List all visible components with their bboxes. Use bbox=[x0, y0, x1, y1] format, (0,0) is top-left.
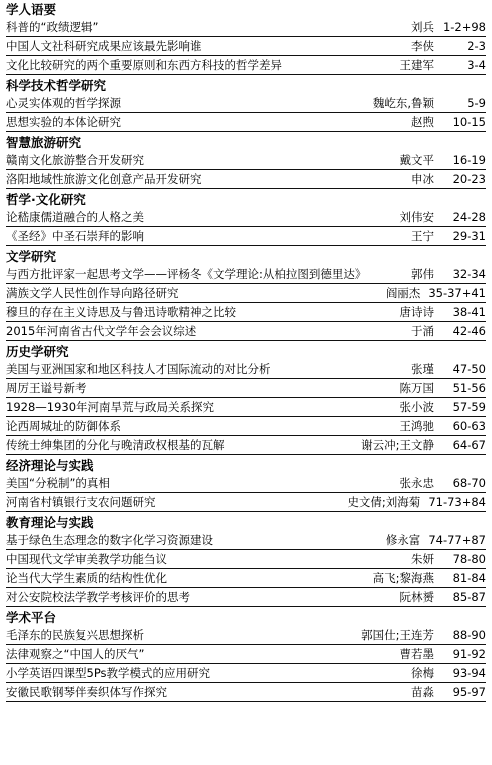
toc-section bbox=[6, 192, 486, 246]
page-range: 1-2+98 bbox=[442, 20, 486, 34]
article-author: 张瑾 bbox=[411, 362, 434, 376]
article-author: 魏屹东,鲁颖 bbox=[372, 96, 434, 110]
article-title[interactable]: 对公安院校法学教学考核评价的思考 bbox=[6, 590, 190, 604]
toc-entry[interactable] bbox=[6, 37, 486, 56]
article-author: 郭伟 bbox=[411, 267, 434, 281]
page-range: 5-9 bbox=[467, 96, 486, 110]
article-author: 唐诗诗 bbox=[399, 305, 434, 319]
section-title: 科学技术哲学研究 bbox=[6, 78, 107, 93]
page-range: 3-4 bbox=[467, 58, 486, 72]
section-title: 经济理论与实践 bbox=[6, 458, 94, 473]
article-title[interactable]: 法律观察之“中国人的厌气” bbox=[6, 647, 145, 661]
article-author: 王鸿驰 bbox=[399, 419, 434, 433]
toc-section bbox=[6, 249, 486, 341]
article-author: 戴文平 bbox=[399, 153, 434, 167]
page-range: 20-23 bbox=[452, 172, 486, 186]
section-title: 学术平台 bbox=[6, 610, 57, 625]
article-author: 朱妍 bbox=[411, 552, 434, 566]
article-author: 徐梅 bbox=[411, 666, 434, 680]
toc-section bbox=[6, 610, 486, 702]
page-range: 16-19 bbox=[452, 153, 486, 167]
article-title[interactable]: 洛阳地域性旅游文化创意产品开发研究 bbox=[6, 172, 202, 186]
toc-entry[interactable] bbox=[6, 493, 486, 512]
page-range: 88-90 bbox=[452, 628, 486, 642]
article-author: 于涌 bbox=[411, 324, 434, 338]
toc-entry[interactable] bbox=[6, 417, 486, 436]
toc-entry[interactable] bbox=[6, 436, 486, 455]
article-title[interactable]: 基于绿色生态理念的数字化学习资源建设 bbox=[6, 533, 213, 547]
page-range: 2-3 bbox=[467, 39, 486, 53]
page-range: 95-97 bbox=[452, 685, 486, 699]
article-author: 阎丽杰 bbox=[385, 286, 421, 300]
toc-entry[interactable] bbox=[6, 626, 486, 645]
toc-entry[interactable] bbox=[6, 588, 486, 607]
article-title[interactable]: 论嵇康儒道融合的人格之美 bbox=[6, 210, 144, 224]
toc-entry[interactable] bbox=[6, 664, 486, 683]
article-author: 李侠 bbox=[411, 39, 434, 53]
article-title[interactable]: 安徽民歌钢琴伴奏织体写作探究 bbox=[6, 685, 167, 699]
article-title[interactable]: 论当代大学生素质的结构性优化 bbox=[6, 571, 167, 585]
page-range: 93-94 bbox=[452, 666, 486, 680]
article-title[interactable]: 《圣经》中圣石崇拜的影响 bbox=[6, 229, 144, 243]
toc-entry[interactable] bbox=[6, 170, 486, 189]
page-range: 51-56 bbox=[452, 381, 486, 395]
page-range: 10-15 bbox=[452, 115, 486, 129]
toc-entry[interactable] bbox=[6, 113, 486, 132]
toc-section bbox=[6, 135, 486, 189]
article-title[interactable]: 与西方批评家一起思考文学——评杨冬《文学理论:从柏拉图到德里达》 bbox=[6, 267, 367, 281]
article-title[interactable]: 传统士绅集团的分化与晚清政权根基的瓦解 bbox=[6, 438, 225, 452]
article-title[interactable]: 美国与亚洲国家和地区科技人才国际流动的对比分析 bbox=[6, 362, 271, 376]
toc-entry[interactable] bbox=[6, 18, 486, 37]
article-title[interactable]: 满族文学人民性创作导向路径研究 bbox=[6, 286, 179, 300]
page-range: 74-77+87 bbox=[428, 533, 486, 547]
article-title[interactable]: 周厉王谥号新考 bbox=[6, 381, 87, 395]
article-title[interactable]: 中国现代文学审美教学功能刍议 bbox=[6, 552, 167, 566]
article-title[interactable]: 科普的“政绩逻辑” bbox=[6, 20, 99, 34]
article-title[interactable]: 2015年河南省古代文学年会会议综述 bbox=[6, 324, 197, 338]
toc-section bbox=[6, 344, 486, 455]
toc-entry[interactable] bbox=[6, 94, 486, 113]
toc-entry[interactable] bbox=[6, 379, 486, 398]
toc-section bbox=[6, 515, 486, 607]
toc-entry[interactable] bbox=[6, 398, 486, 417]
article-title[interactable]: 论西周城址的防御体系 bbox=[6, 419, 121, 433]
article-author: 修永富 bbox=[385, 533, 421, 547]
article-author: 郭国仕;王连芳 bbox=[361, 628, 434, 642]
page-range: 38-41 bbox=[452, 305, 486, 319]
page-range: 64-67 bbox=[452, 438, 486, 452]
article-title[interactable]: 穆旦的存在主义诗思及与鲁迅诗歌精神之比较 bbox=[6, 305, 236, 319]
page-range: 91-92 bbox=[452, 647, 486, 661]
article-title[interactable]: 美国“分税制”的真相 bbox=[6, 476, 110, 490]
toc-entry[interactable] bbox=[6, 227, 486, 246]
toc-entry[interactable] bbox=[6, 56, 486, 75]
article-title[interactable]: 心灵实体观的哲学探源 bbox=[6, 96, 121, 110]
article-title[interactable]: 文化比较研究的两个重要原则和东西方科技的哲学差异 bbox=[6, 58, 282, 72]
article-author: 张小波 bbox=[399, 400, 434, 414]
page-range: 42-46 bbox=[452, 324, 486, 338]
toc-entry[interactable] bbox=[6, 550, 486, 569]
article-author: 苗淼 bbox=[411, 685, 434, 699]
section-title: 教育理论与实践 bbox=[6, 515, 94, 530]
page-range: 57-59 bbox=[452, 400, 486, 414]
article-title[interactable]: 赣南文化旅游整合开发研究 bbox=[6, 153, 144, 167]
article-title[interactable]: 思想实验的本体论研究 bbox=[6, 115, 121, 129]
article-author: 赵煦 bbox=[411, 115, 434, 129]
article-author: 张永忠 bbox=[399, 476, 434, 490]
article-author: 史文倩;刘海菊 bbox=[347, 495, 421, 509]
toc-entry[interactable] bbox=[6, 360, 486, 379]
article-author: 申冰 bbox=[411, 172, 434, 186]
page-range: 32-34 bbox=[452, 267, 486, 281]
article-title[interactable]: 中国人文社科研究成果应该最先影响谁 bbox=[6, 39, 202, 53]
article-author: 阮林赟 bbox=[399, 590, 434, 604]
article-title[interactable]: 河南省村镇银行支农问题研究 bbox=[6, 495, 156, 509]
toc-entry[interactable] bbox=[6, 284, 486, 303]
article-author: 曹若墨 bbox=[399, 647, 434, 661]
section-title: 学人语要 bbox=[6, 2, 57, 17]
page-range: 71-73+84 bbox=[428, 495, 486, 509]
toc-section bbox=[6, 2, 486, 75]
page-range: 35-37+41 bbox=[428, 286, 486, 300]
toc-entry[interactable] bbox=[6, 208, 486, 227]
toc-section bbox=[6, 78, 486, 132]
page-range: 29-31 bbox=[452, 229, 486, 243]
article-title[interactable]: 1928—1930年河南旱荒与政局关系探究 bbox=[6, 400, 215, 414]
article-author: 刘兵 bbox=[411, 20, 434, 34]
page-range: 47-50 bbox=[452, 362, 486, 376]
toc-entry[interactable] bbox=[6, 569, 486, 588]
page-range: 78-80 bbox=[452, 552, 486, 566]
toc-entry[interactable] bbox=[6, 683, 486, 702]
section-title: 哲学·文化研究 bbox=[6, 192, 86, 207]
section-title: 文学研究 bbox=[6, 249, 57, 264]
article-author: 王宁 bbox=[411, 229, 434, 243]
toc-entry[interactable] bbox=[6, 645, 486, 664]
article-author: 高飞;黎海燕 bbox=[372, 571, 434, 585]
toc-entry[interactable] bbox=[6, 303, 486, 322]
toc-entry[interactable] bbox=[6, 265, 486, 284]
toc-entry[interactable] bbox=[6, 151, 486, 170]
toc-entry[interactable] bbox=[6, 531, 486, 550]
article-author: 刘伟安 bbox=[399, 210, 434, 224]
toc-entry[interactable] bbox=[6, 474, 486, 493]
toc-entry[interactable] bbox=[6, 322, 486, 341]
article-author: 王建军 bbox=[399, 58, 434, 72]
toc-section bbox=[6, 458, 486, 512]
page-range: 24-28 bbox=[452, 210, 486, 224]
article-title[interactable]: 小学英语四课型5Ps教学模式的应用研究 bbox=[6, 666, 211, 680]
page-range: 60-63 bbox=[452, 419, 486, 433]
page-range: 85-87 bbox=[452, 590, 486, 604]
section-title: 智慧旅游研究 bbox=[6, 135, 82, 150]
page-range: 81-84 bbox=[452, 571, 486, 585]
section-title: 历史学研究 bbox=[6, 344, 69, 359]
page-range: 68-70 bbox=[452, 476, 486, 490]
article-author: 谢云冲;王文静 bbox=[361, 438, 434, 452]
article-author: 陈万国 bbox=[399, 381, 434, 395]
article-title[interactable]: 毛泽东的民族复兴思想探析 bbox=[6, 628, 144, 642]
